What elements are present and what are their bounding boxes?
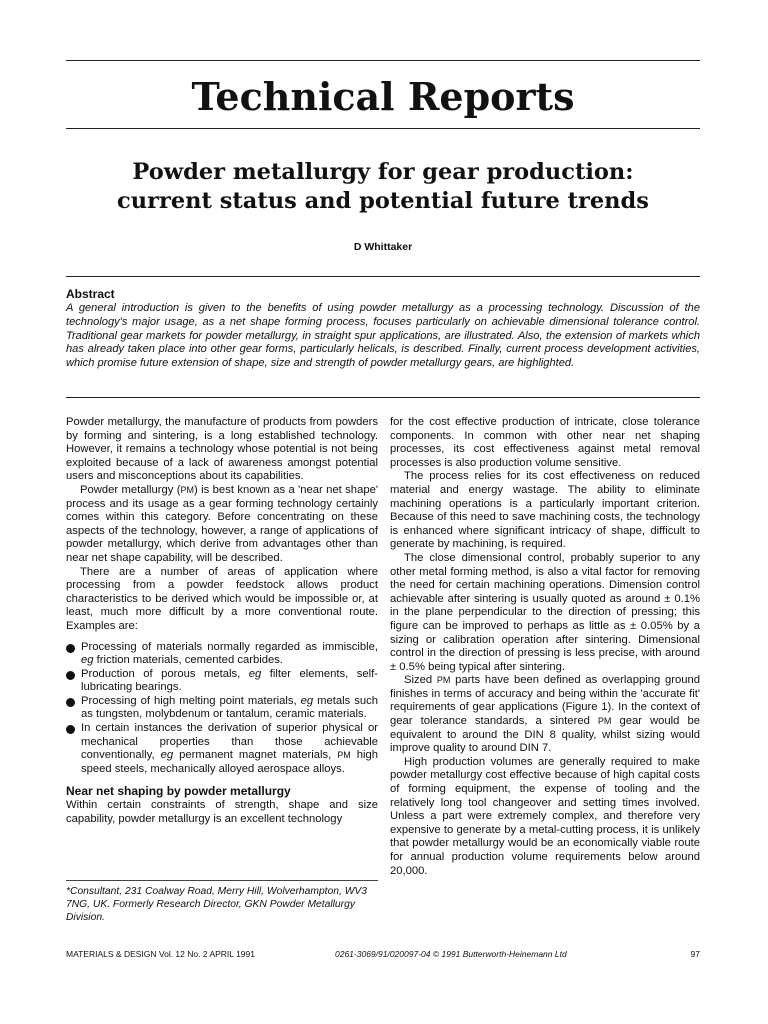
text-run: friction materials, cemented carbides.: [93, 654, 283, 667]
text-run: filter elements, self-lubricating bearings.: [81, 667, 378, 694]
abbreviation-pm: PM: [337, 750, 351, 761]
text-run: Production of porous metals,: [81, 667, 249, 680]
paper-title-line-2: current status and potential future trends: [117, 188, 649, 214]
paper-title-line-1: Powder metallurgy for gear production:: [132, 159, 634, 185]
text-run: ) is best known as a 'near net shape' process and its usage as a gear forming technology certainly comes within this category. Before concentrating on these aspects of the technology, however, a range of applications of powder metallurgy, which derive from advantages other than near net shape capability, will be described.: [66, 483, 378, 564]
section-title-rule: [66, 128, 700, 129]
paper-title: [66, 158, 700, 216]
bullet-icon: [66, 644, 75, 653]
paragraph: The process relies for its cost effectiveness on reduced material and energy wastage. The ability to eliminate machining operations is a particularly important criterion. Because of this need to save machining costs, the technology is enhanced where significant intricacy of shape, difficult to generate by machining, is required.: [390, 470, 700, 551]
text-run: metals such as tungsten, molybdenum or tantalum, ceramic materials.: [81, 694, 379, 721]
section-title: Technical Reports: [191, 74, 575, 119]
paragraph: Powder metallurgy, the manufacture of products from powders by forming and sintering, is a long established technology. However, it remains a technology whose potential is not being exploited because of a lack of awareness amongst potential users and misconceptions about its capabilities.: [66, 416, 378, 483]
text-run: In certain instances the derivation of superior physical or mechanical properties than those achievable conventionally,: [81, 722, 378, 762]
text-run: gear would be equivalent to around the DIN 8 quality, whilst sizing would improve quality to around DIN 7.: [390, 715, 700, 755]
author: D Whittaker: [353, 241, 413, 253]
abbreviation-pm: PM: [436, 675, 451, 686]
top-rule: [66, 60, 700, 61]
bullet-icon: [66, 671, 75, 680]
paragraph: High production volumes are generally required to make powder metallurgy cost effective because of high capital costs of forming equipment, the expense of tooling and the relatively long tool changeover and setting times involved. Unless a part were extremely complex, and therefore very expensive to generate by a metal-cutting process, it is unlikely that powder metallurgy would be an economically viable route for annual production volume requirements below around 20,000.: [390, 755, 700, 877]
body-column-right: [390, 416, 700, 878]
text-run: high speed steels, mechanically alloyed aerospace alloys.: [81, 749, 378, 775]
bullet-icon: [66, 725, 75, 734]
abbreviation-pm: PM: [597, 716, 612, 727]
text-run: eg: [248, 667, 262, 680]
paragraph: for the cost effective production of intricate, close tolerance components. In common with other near net shaping processes, its cost effectiveness against metal removal processes is also production volume sensitive.: [390, 416, 700, 469]
body-column-left: [66, 416, 378, 827]
abstract-bottom-rule: [66, 397, 700, 398]
abstract-text: A general introduction is given to the benefits of using powder metallurgy as a processing technology. Discussion of the technology's major usage, as a net shape forming process, focuses particularly on achievable dimensional tolerance control. Traditional gear markets for powder metallurgy, in straight spur applications, are illustrated. Also, the extension of markets which has already taken place into other gear forms, particularly helicals, is described. Finally, current process development activities, which promise future extension of shape, size and strength of powder metallurgy gears, are highlighted.: [66, 302, 700, 370]
text-run: parts have been defined as overlapping ground finishes in terms of accuracy and being within the 'accurate fit' requirements of gear applications (Figure 1). In the context of gear tolerance standards, a sintered: [390, 674, 700, 728]
abstract-heading: Abstract: [66, 287, 115, 301]
examples-list: [66, 641, 378, 777]
journal-reference: MATERIALS & DESIGN Vol. 12 No. 2 APRIL 1991: [66, 949, 255, 959]
text-run: eg: [81, 654, 94, 667]
page-number: 97: [690, 949, 700, 959]
footnote-text: *Consultant, 231 Coalway Road, Merry Hill, Wolverhampton, WV3 7NG, UK. Formerly Research Director, GKN Powder Metallurgy Division.: [66, 886, 368, 923]
text-run: Powder metallurgy (: [80, 483, 181, 496]
text-run: eg: [300, 694, 314, 707]
footnote: [66, 880, 378, 924]
text-run: eg: [160, 749, 174, 762]
paragraph: The close dimensional control, probably superior to any other metal forming method, is also a vital factor for removing the need for certain machining operations. Dimension control achievable after sintering is usually quoted as around ± 0.1% in the plane perpendicular to the direction of pressing; this figure can be improved to perhaps as little as ± 0.05% by a sizing or calibration operation after sintering. Dimensional control in the direction of pressing is less precise, with around ± 0.5% being typical after sintering.: [390, 551, 700, 673]
text-run: Processing of materials normally regarded as immiscible,: [81, 640, 378, 653]
text-run: permanent magnet materials,: [173, 749, 338, 762]
issn-copyright: 0261-3069/91/020097-04 © 1991 Butterworth-Heinemann Ltd: [335, 949, 567, 959]
footnote-rule: [66, 880, 378, 881]
paragraph: Within certain constraints of strength, shape and size capability, powder metallurgy is an excellent technology: [66, 799, 378, 826]
list-item: [66, 668, 378, 695]
list-item: [66, 695, 378, 722]
abstract-top-rule: [66, 276, 700, 277]
bullet-icon: [66, 698, 75, 707]
paragraph: [66, 484, 378, 566]
list-item: [66, 641, 378, 668]
section-heading: Near net shaping by powder metallurgy: [66, 784, 291, 799]
abstract: [66, 287, 700, 371]
text-run: Processing of high melting point materials,: [81, 694, 301, 707]
text-run: Sized: [404, 674, 437, 687]
list-item: [66, 722, 378, 776]
paragraph: There are a number of areas of application where processing from a powder feedstock allows product characteristics to be derived which would be impossible or, at least, much more difficult by a more conventional route. Examples are:: [66, 565, 378, 632]
paragraph: [390, 674, 700, 756]
abbreviation-pm: PM: [180, 484, 195, 495]
